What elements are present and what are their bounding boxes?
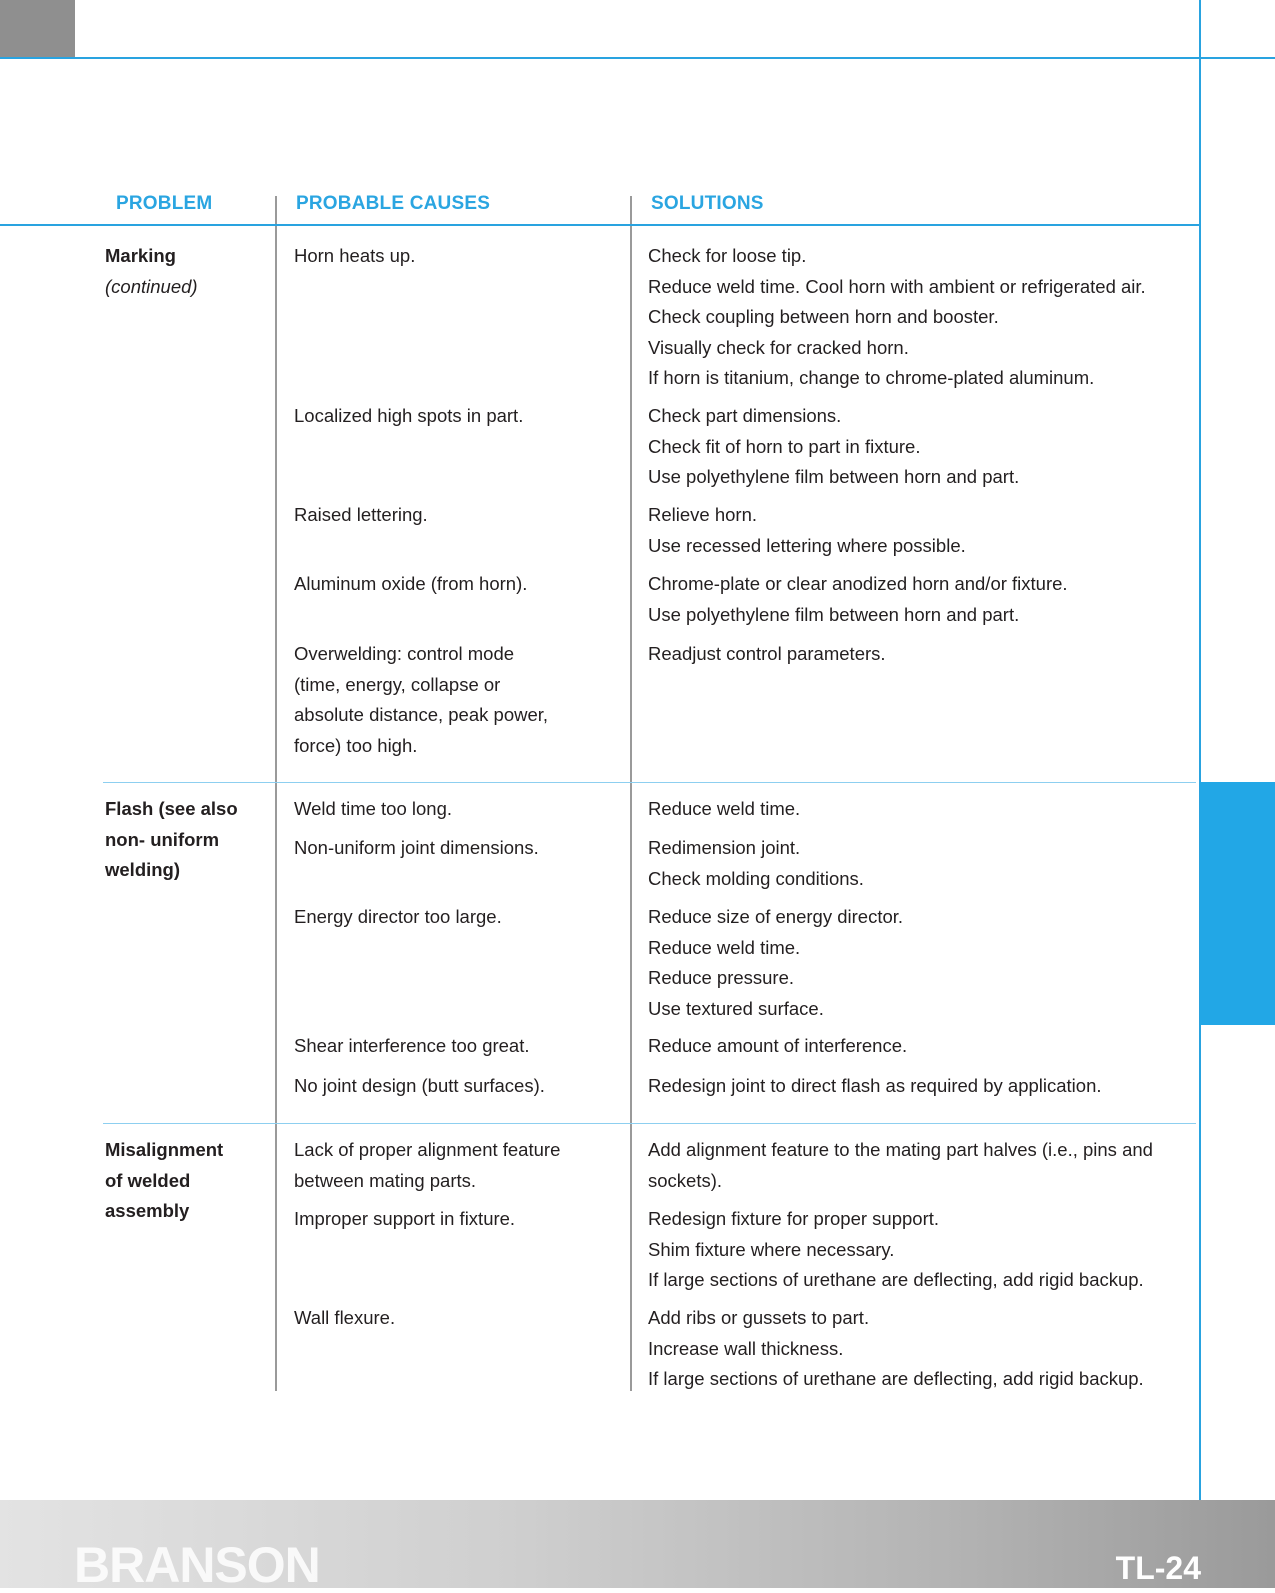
cause-text — [294, 1071, 545, 1102]
solution-text-line: Use textured surface. — [648, 997, 824, 1019]
solution-text-line: Relieve horn. — [648, 504, 758, 525]
cause-text-line: Wall flexure. — [294, 1307, 396, 1328]
cause-text — [294, 500, 428, 531]
solution-text-line: Check part dimensions. — [648, 405, 842, 426]
header-solutions: SOLUTIONS — [651, 193, 764, 214]
solution-text-line: Use polyethylene film between horn and part. — [648, 603, 1020, 625]
solution-text — [648, 833, 864, 894]
solution-text — [648, 569, 1068, 630]
page-number: TL-24 — [1115, 1550, 1201, 1586]
problem-label-line: of welded — [105, 1169, 191, 1191]
cause-text-line: Localized high spots in part. — [294, 405, 524, 426]
cause-text — [294, 794, 452, 825]
problem-label — [105, 241, 198, 302]
solution-text — [648, 1303, 1144, 1395]
cause-text-line: force) too high. — [294, 734, 418, 756]
cause-text-line: Energy director too large. — [294, 906, 502, 927]
problem-label — [105, 1135, 223, 1227]
solution-text-line: Reduce weld time. — [648, 798, 801, 819]
solution-text — [648, 1135, 1153, 1196]
solution-text — [648, 241, 1146, 394]
corner-block — [0, 0, 75, 57]
solution-text-line: If large sections of urethane are deflecting, add rigid backup. — [648, 1269, 1144, 1291]
problem-label-line: welding) — [105, 859, 181, 881]
column-divider-solutions — [630, 226, 632, 1391]
solution-text-line: Reduce size of energy director. — [648, 906, 904, 927]
solution-text-line: Increase wall thickness. — [648, 1337, 844, 1359]
cause-text-line: No joint design (butt surfaces). — [294, 1075, 545, 1096]
cause-text — [294, 401, 523, 432]
solution-text — [648, 500, 966, 561]
header-separator — [630, 196, 632, 224]
cause-text-line: Weld time too long. — [294, 798, 453, 819]
cause-text-line: between mating parts. — [294, 1169, 477, 1191]
cause-text-line: Shear interference too great. — [294, 1035, 530, 1056]
solution-text-line: Readjust control parameters. — [648, 643, 886, 664]
problem-note: (continued) — [105, 275, 198, 297]
cause-text — [294, 833, 539, 864]
problem-label-line: non- uniform — [105, 828, 220, 850]
solution-text — [648, 902, 903, 1024]
solution-text-line: Check for loose tip. — [648, 245, 807, 266]
solution-text-line: Reduce weld time. — [648, 936, 801, 958]
cause-text — [294, 1031, 530, 1062]
cause-text-line: Non-uniform joint dimensions. — [294, 837, 539, 858]
cause-text-line: Horn heats up. — [294, 245, 416, 266]
problem-label-line: assembly — [105, 1200, 190, 1222]
top-rule — [0, 57, 1275, 59]
solution-text — [648, 1071, 1102, 1102]
header-problem: PROBLEM — [116, 193, 213, 214]
cause-text — [294, 1135, 560, 1196]
cause-text — [294, 569, 527, 600]
solution-text — [648, 1031, 907, 1062]
solution-text — [648, 794, 800, 825]
problem-label — [105, 794, 238, 886]
cause-text — [294, 639, 548, 761]
solution-text — [648, 1204, 1144, 1296]
cause-text-line: Lack of proper alignment feature — [294, 1139, 561, 1160]
cause-text-line: Improper support in fixture. — [294, 1208, 516, 1229]
branson-logo: BRANSON — [74, 1537, 320, 1593]
problem-label-line: Flash (see also — [105, 798, 238, 819]
solution-text-line: Redesign fixture for proper support. — [648, 1208, 940, 1229]
solution-text-line: Visually check for cracked horn. — [648, 336, 909, 358]
solution-text-line: Redimension joint. — [648, 837, 801, 858]
solution-text-line: Reduce pressure. — [648, 967, 795, 989]
cause-text-line: Raised lettering. — [294, 504, 428, 525]
solution-text-line: sockets). — [648, 1169, 723, 1191]
section-tab — [1200, 782, 1275, 1025]
cause-text-line: Overwelding: control mode — [294, 643, 515, 664]
section-divider — [103, 1123, 1196, 1124]
solution-text — [648, 639, 886, 670]
solution-text — [648, 401, 1019, 493]
solution-text-line: Use recessed lettering where possible. — [648, 534, 966, 556]
solution-text-line: Add alignment feature to the mating part halves (i.e., pins and — [648, 1139, 1153, 1160]
cause-text — [294, 1204, 515, 1235]
solution-text-line: Chrome-plate or clear anodized horn and/or fixture. — [648, 573, 1068, 594]
section-divider — [103, 782, 1196, 783]
cause-text — [294, 902, 502, 933]
header-causes: PROBABLE CAUSES — [296, 193, 491, 214]
solution-text-line: Reduce weld time. Cool horn with ambient or refrigerated air. — [648, 275, 1146, 297]
solution-text-line: Reduce amount of interference. — [648, 1035, 908, 1056]
cause-text — [294, 241, 415, 272]
solution-text-line: Check coupling between horn and booster. — [648, 306, 999, 328]
header-rule — [0, 224, 1200, 226]
solution-text-line: Use polyethylene film between horn and part. — [648, 466, 1020, 488]
problem-label-line: Marking — [105, 245, 176, 266]
solution-text-line: Shim fixture where necessary. — [648, 1238, 895, 1260]
cause-text-line: Aluminum oxide (from horn). — [294, 573, 528, 594]
cause-text-line: absolute distance, peak power, — [294, 704, 549, 726]
cause-text — [294, 1303, 395, 1334]
solution-text-line: Redesign joint to direct flash as required by application. — [648, 1075, 1102, 1096]
solution-text-line: If large sections of urethane are deflecting, add rigid backup. — [648, 1368, 1144, 1390]
header-separator — [275, 196, 277, 224]
cause-text-line: (time, energy, collapse or — [294, 673, 501, 695]
solution-text-line: If horn is titanium, change to chrome-plated aluminum. — [648, 367, 1095, 389]
solution-text-line: Add ribs or gussets to part. — [648, 1307, 870, 1328]
solution-text-line: Check fit of horn to part in fixture. — [648, 435, 921, 457]
column-divider-causes — [275, 226, 277, 1391]
solution-text-line: Check molding conditions. — [648, 867, 864, 889]
problem-label-line: Misalignment — [105, 1139, 224, 1160]
